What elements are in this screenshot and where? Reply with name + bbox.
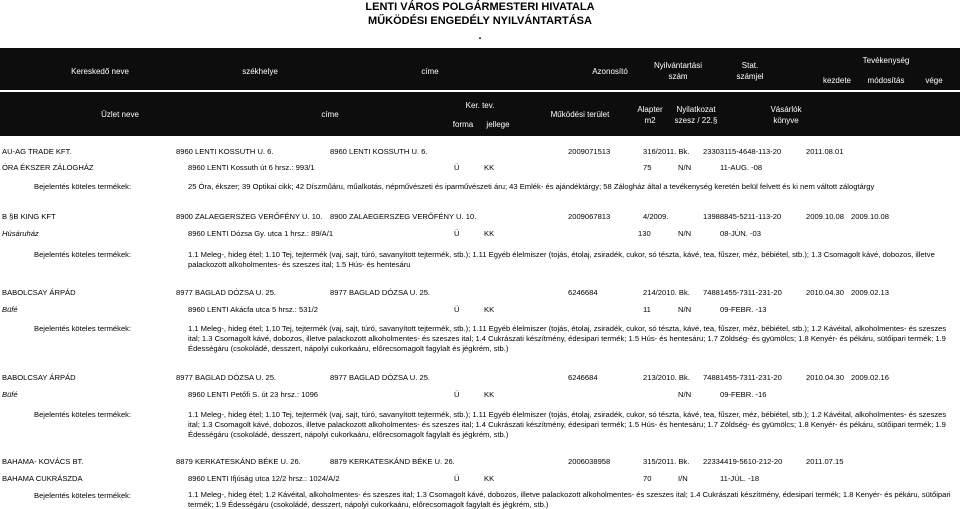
trade-form: Ü — [454, 163, 460, 172]
registry-number: 315/2011. Bk. — [643, 457, 690, 466]
products-label: Bejelentés köteles termékek: — [34, 410, 132, 419]
products-label: Bejelentés köteles termékek: — [34, 250, 132, 259]
col-nyilv-1: Nyilvántartási — [653, 61, 702, 70]
title-line-1: LENTI VÁROS POLGÁRMESTERI HIVATALA — [365, 1, 595, 13]
products-label: Bejelentés köteles termékek: — [34, 324, 132, 333]
col-vege: vége — [925, 76, 943, 85]
col-stat-1: Stat. — [741, 61, 759, 70]
col-mukodesi: Működési terület — [550, 110, 610, 119]
trade-form: Ü — [454, 229, 460, 238]
header-row-2 — [0, 92, 960, 136]
start-date: 2011.07.15 — [806, 457, 844, 466]
trader-id: 2009071513 — [568, 147, 611, 156]
title-line-3: . — [478, 30, 482, 42]
stat-code: 74881455-7311-231-20 — [703, 373, 782, 382]
trader-id: 2009067813 — [568, 212, 611, 221]
products-list: 1.1 Meleg-, hideg étel; 1.2 Kávéital, alkoholmentes- és szeszes ital; 1.3 Csomagolt kávé, dobozos, illetve palackozott alkoholmentes- és szeszes ital; 1.4 Cukrászati készítmény, édesipari termék; 1.8 Kenyér- és pékáru, sütőipari termék; 1.9 Édességáru (csokoládé, desszert, nápolyi cukorkaáru, előrecsomagolt fagylalt és jégkrém, stb.) — [188, 490, 951, 509]
modified-date: 2009.02.16 — [851, 373, 890, 382]
col-nyilatkozat-2: szesz / 22.§ — [674, 116, 718, 125]
col-uzlet: Üzlet neve — [101, 110, 139, 119]
trade-kind: KK — [484, 390, 495, 399]
trade-kind: KK — [484, 305, 495, 314]
trader-name: B §B KING KFT — [2, 212, 56, 221]
trade-form: Ü — [454, 305, 460, 314]
floor-area: 130 — [638, 229, 651, 238]
shop-name: BAHAMA CUKRÁSZDA — [2, 474, 83, 483]
trader-address: 8900 ZALAEGERSZEG VERŐFÉNY U. 10. — [330, 212, 477, 221]
floor-area: 70 — [643, 474, 652, 483]
modified-date: 2009.02.13 — [851, 288, 890, 297]
col-cime: címe — [421, 67, 439, 76]
declaration: N/N — [678, 390, 692, 399]
declaration: N/N — [678, 305, 692, 314]
trade-kind: KK — [484, 229, 495, 238]
header-row-1 — [0, 48, 960, 90]
shop-address: 8960 LENTI Kossuth út 6 hrsz.: 993/1 — [188, 163, 315, 172]
shop-address: 8960 LENTI Dózsa Gy. utca 1 hrsz.: 89/A/1 — [188, 229, 334, 238]
trader-address: 8879 KERKATESKÁND BÉKE U. 26. — [330, 457, 455, 466]
products-label: Bejelentés köteles termékek: — [34, 491, 132, 500]
col-szekhelye: székhelye — [242, 67, 278, 76]
shop-name: ÓRA ÉKSZER ZÁLOGHÁZ — [2, 163, 94, 172]
trader-seat: 8977 BAGLAD DÓZSA U. 25. — [176, 288, 277, 297]
trade-form: Ü — [454, 474, 460, 483]
registry-number: 214/2010. Bk. — [643, 288, 690, 297]
trader-id: 2006038958 — [568, 457, 611, 466]
trader-name: BABOLCSAY ÁRPÁD — [2, 373, 76, 382]
registry-number: 213/2010. Bk. — [643, 373, 690, 382]
shop-address: 8960 LENTI Petőfi S. út 23 hrsz.: 1096 — [188, 390, 319, 399]
col-nyilatkozat-1: Nyilatkozat — [676, 105, 716, 114]
declaration: N/N — [678, 163, 692, 172]
col-modositas: módosítás — [867, 76, 905, 85]
trade-kind: KK — [484, 163, 495, 172]
products-list: 1.1 Meleg-, hideg étel; 1.10 Tej, tejtermék (vaj, sajt, túró, savanyított tejtermék, stb.); 1.11 Egyéb élelmiszer (tojás, étolaj, zsiradék, cukor, só tészta, kávé, tea, fűszer, méz, bébiétel, stb.); 1.3 Csomagolt kávé, dobozos, illetve palackozott alkoholmentes- és szeszes ital; 1.5 Hús- és hentesáru — [188, 250, 935, 269]
col-jellege: jellege — [486, 120, 510, 129]
shop-address: 8960 LENTI Akácfa utca 5 hrsz.: 531/2 — [188, 305, 319, 314]
customer-book: 11-JÚL. -18 — [720, 474, 760, 483]
customer-book: 09-FEBR. -13 — [720, 305, 767, 314]
col-kertev: Ker. tev. — [465, 101, 495, 110]
trader-name: BABOLCSAY ÁRPÁD — [2, 288, 76, 297]
products-list: 1.1 Meleg-, hideg étel; 1.10 Tej, tejtermék (vaj, sajt, túró, savanyított tejtermék, stb.); 1.11 Egyéb élelmiszer (tojás, étolaj, zsiradék, cukor, só tészta, kávé, tea, fűszer, méz, bébiétel, stb.); 1.2 Kávéital, alkoholmentes- és szeszes ital; 1.3 Csomagolt kávé, dobozos, illetve palackozott alkoholmentes- és szeszes ital; 1.4 Cukrászati készítmény, édesipari termék; 1.5 Hús- és hentesáru; 1.7 Zöldség- és gyümölcs; 1.8 Kenyér- és pékáru, sütőipari termék; 1.9 Édességáru (csokoládé, desszert, nápolyi cukorkaáru, előrecsomagolt fagylalt és jégkrém, stb.) — [188, 410, 947, 439]
trader-id: 6246684 — [568, 373, 598, 382]
products-list: 25 Óra, ékszer; 39 Optikai cikk; 42 Díszműáru, műalkotás, népművészeti és iparművészeti áru; 43 Emlék- és ajándéktárgy; 58 Zálogház által a tevékenység keretén belül felvett és ki nem váltott zálogtárgy — [188, 182, 875, 191]
customer-book: 09-FEBR. -16 — [720, 390, 767, 399]
modified-date: 2009.10.08 — [851, 212, 890, 221]
start-date: 2009.10.08 — [806, 212, 845, 221]
trade-form: Ü — [454, 390, 460, 399]
trader-seat: 8977 BAGLAD DÓZSA U. 25. — [176, 373, 277, 382]
shop-name: Büfé — [2, 390, 18, 399]
trader-seat: 8960 LENTI KOSSUTH U. 6. — [176, 147, 274, 156]
col-forma: forma — [452, 120, 474, 129]
products-list: 1.1 Meleg-, hideg étel; 1.10 Tej, tejtermék (vaj, sajt, túró, savanyított tejtermék, stb.); 1.11 Egyéb élelmiszer (tojás, étolaj, zsiradék, cukor, só tészta, kávé, tea, fűszer, méz, bébiétel, stb.); 1.2 Kávéital, alkoholmentes- és szeszes ital; 1.3 Csomagolt kávé, dobozos, illetve palackozott alkoholmentes- és szeszes ital; 1.4 Cukrászati készítmény, édesipari termék; 1.5 Hús- és hentesáru; 1.7 Zöldség- és gyümölcs; 1.8 Kenyér- és pékáru, sütőipari termék; 1.9 Édességáru (csokoládé, desszert, nápolyi cukorkaáru, előrecsomagolt fagylalt és jégkrém, stb.) — [188, 324, 947, 353]
col-kezdete: kezdete — [822, 76, 852, 85]
trader-seat: 8879 KERKATESKÁND BÉKE U. 26. — [176, 457, 301, 466]
stat-code: 13988845-5211-113-20 — [703, 212, 782, 221]
col-vasarlok-1: Vásárlók — [770, 105, 802, 114]
products-label: Bejelentés köteles termékek: — [34, 182, 132, 191]
stat-code: 74881455-7311-231-20 — [703, 288, 782, 297]
declaration: I/N — [678, 474, 688, 483]
col-stat-2: számjel — [736, 72, 764, 81]
col-azonosito: Azonosító — [592, 67, 628, 76]
col-cime-2: címe — [321, 110, 339, 119]
floor-area: 75 — [643, 163, 652, 172]
start-date: 2011.08.01 — [806, 147, 844, 156]
start-date: 2010.04.30 — [806, 373, 845, 382]
col-alapter-2: m2 — [644, 116, 656, 125]
registry-number: 316/2011. Bk. — [643, 147, 690, 156]
declaration: N/N — [678, 229, 692, 238]
trader-id: 6246684 — [568, 288, 598, 297]
trader-address: 8977 BAGLAD DÓZSA U. 25. — [330, 288, 431, 297]
trader-address: 8977 BAGLAD DÓZSA U. 25. — [330, 373, 431, 382]
shop-name: Húsáruház — [2, 229, 39, 238]
title-line-2: MŰKÖDÉSI ENGEDÉLY NYILVÁNTARTÁSA — [368, 15, 592, 27]
stat-code: 23303115-4648-113-20 — [703, 147, 782, 156]
col-kereskedo: Kereskedő neve — [71, 67, 129, 76]
col-alapter-1: Alapter — [637, 105, 663, 114]
col-nyilv-2: szám — [668, 72, 688, 81]
registry-number: 4/2009. — [643, 212, 669, 221]
floor-area: 11 — [643, 305, 651, 314]
trade-kind: KK — [484, 474, 495, 483]
customer-book: 08-JÚN. -03 — [720, 229, 761, 238]
trader-name: AU-AG TRADE KFT. — [2, 147, 72, 156]
col-tevekenyseg: Tevékenység — [862, 56, 910, 65]
trader-seat: 8900 ZALAEGERSZEG VERŐFÉNY U. 10. — [176, 212, 323, 221]
start-date: 2010.04.30 — [806, 288, 845, 297]
trader-name: BAHAMA- KOVÁCS BT. — [2, 457, 84, 466]
customer-book: 11-AUG. -08 — [720, 163, 763, 172]
shop-name: Büfé — [2, 305, 18, 314]
col-vasarlok-2: könyve — [773, 116, 799, 125]
shop-address: 8960 LENTI Ifjúság utca 12/2 hrsz.: 1024/A/2 — [188, 474, 340, 483]
trader-address: 8960 LENTI KOSSUTH U. 6. — [330, 147, 428, 156]
stat-code: 22334419-5610-212-20 — [703, 457, 783, 466]
